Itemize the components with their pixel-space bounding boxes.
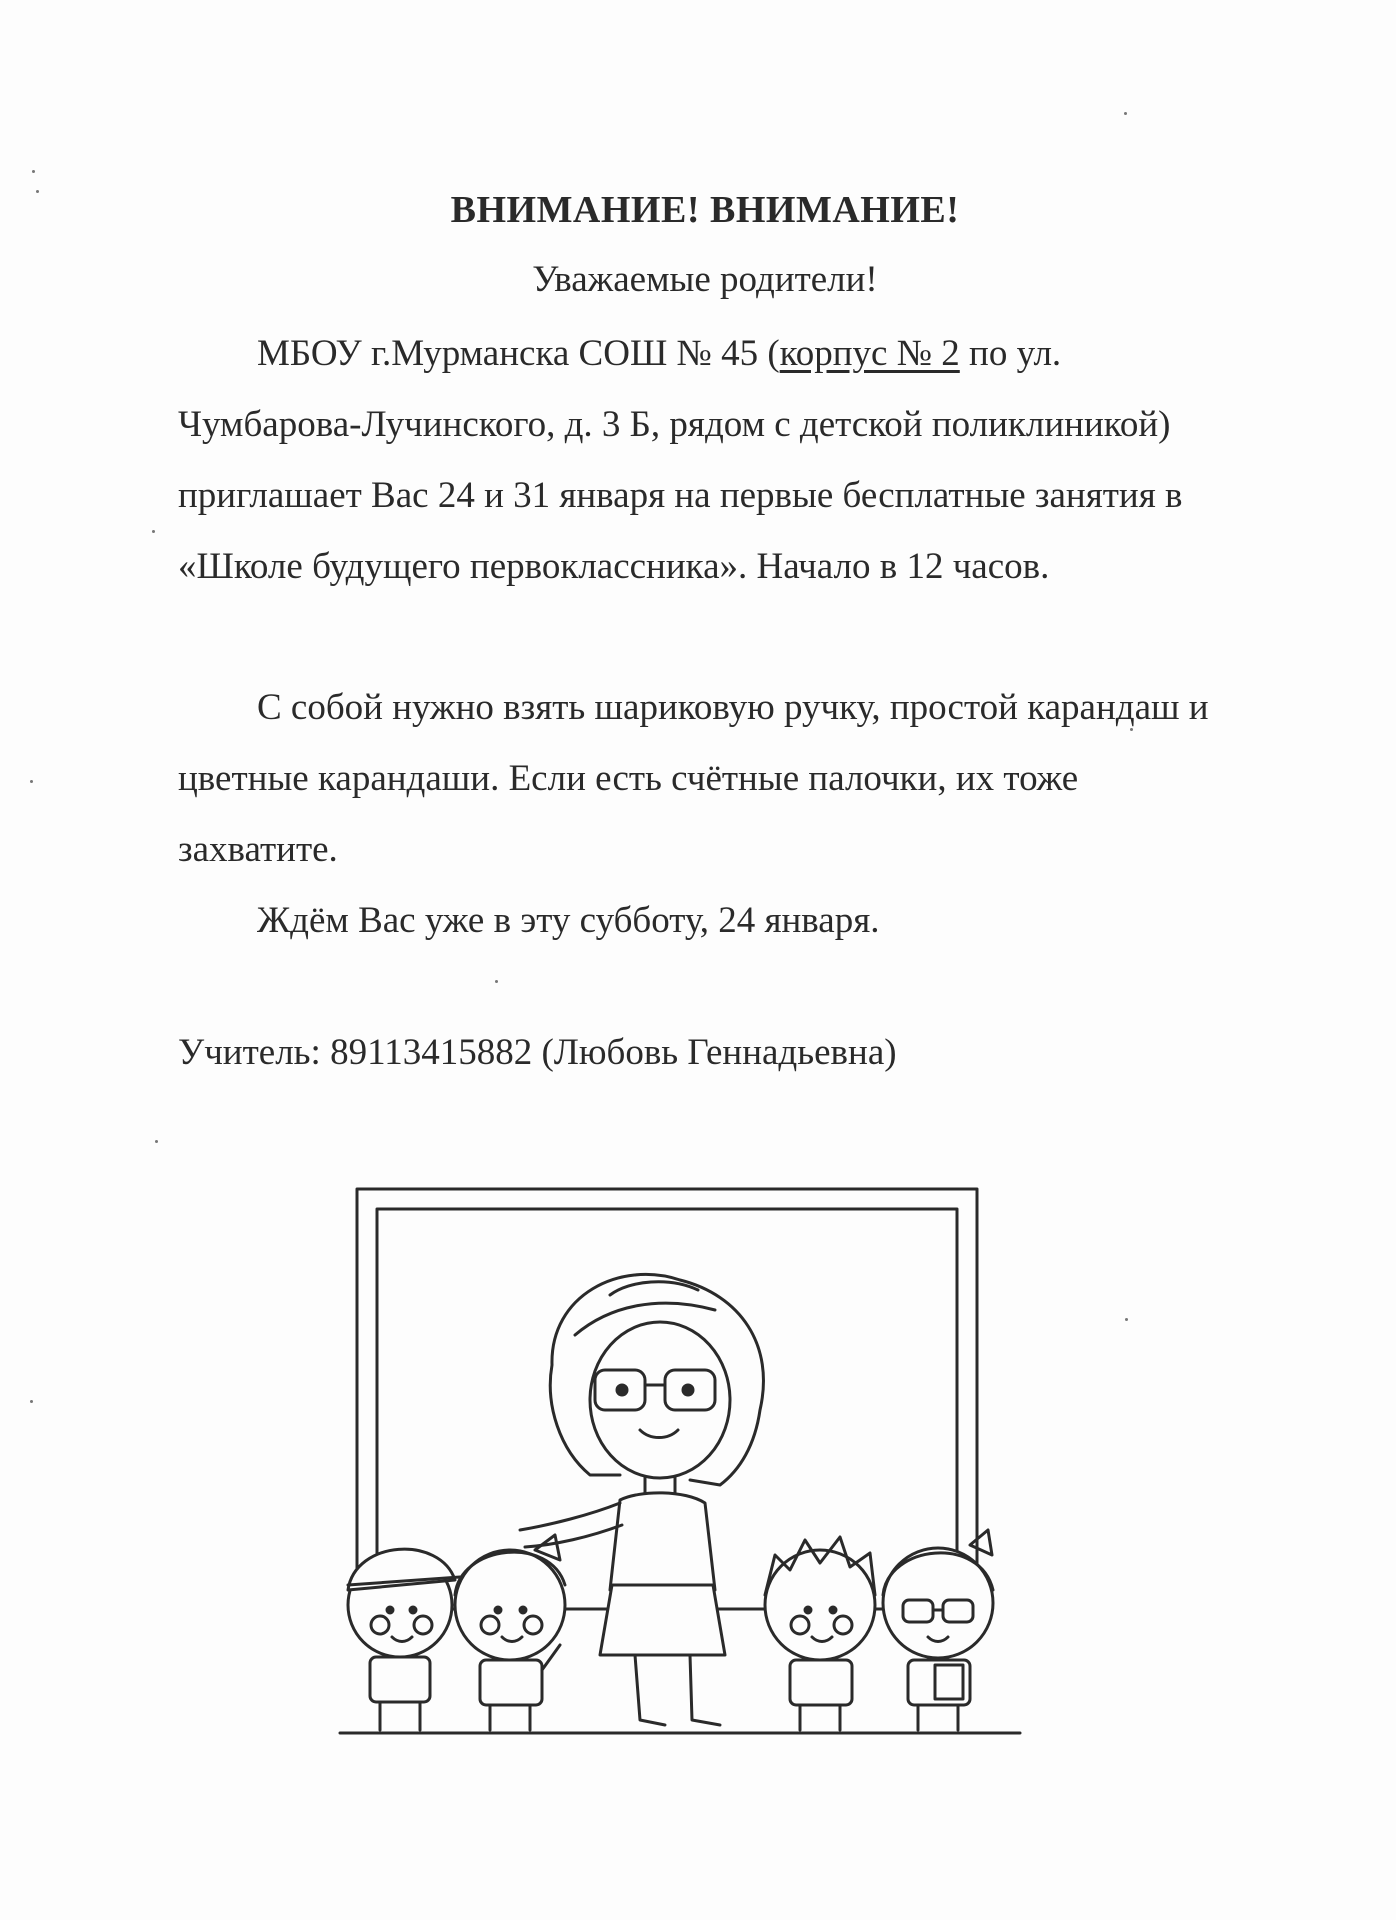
- teacher-contact: Учитель: 89113415882 (Любовь Геннадьевна): [178, 1032, 897, 1073]
- invitation-text-rest: по ул. Чумбарова-Лучинского, д. 3 Б, рядом с детской поликлиникой) приглашает Вас 24 и 31 января на первые бесплатные занятия в «Школе будущего первоклассника». Начало в 12 часов.: [178, 333, 1183, 587]
- greeting: Уважаемые родители!: [532, 259, 878, 300]
- scan-speck: [30, 780, 33, 783]
- scan-speck: [495, 980, 498, 983]
- scan-speck: [36, 190, 39, 193]
- teacher-with-children-icon: [320, 1185, 1040, 1745]
- teacher-figure-icon: [520, 1274, 763, 1725]
- scan-speck: [1124, 112, 1127, 115]
- date-text: Ждём Вас уже в эту субботу, 24 января.: [257, 900, 880, 941]
- girl-with-bow-icon: [455, 1535, 565, 1730]
- date-paragraph: [178, 885, 1238, 956]
- invitation-text-start: МБОУ г.Мурманска СОШ № 45 (: [257, 333, 780, 374]
- scan-speck: [32, 170, 35, 173]
- page-title: ВНИМАНИЕ! ВНИМАНИЕ!: [450, 189, 960, 231]
- scan-speck: [155, 1140, 158, 1143]
- scan-speck: [1130, 728, 1133, 731]
- supplies-text: С собой нужно взять шариковую ручку, простой карандаш и цветные карандаши. Если есть счётные палочки, их тоже захватите.: [178, 687, 1209, 870]
- scan-speck: [1125, 1318, 1128, 1321]
- building-number: корпус № 2: [779, 333, 960, 374]
- supplies-paragraph: [178, 672, 1238, 885]
- boy-spiky-hair-icon: [765, 1537, 875, 1730]
- invitation-paragraph: [178, 318, 1238, 602]
- scan-speck: [152, 530, 155, 533]
- scan-speck: [30, 1400, 33, 1403]
- boy-with-cap-icon: [348, 1549, 460, 1730]
